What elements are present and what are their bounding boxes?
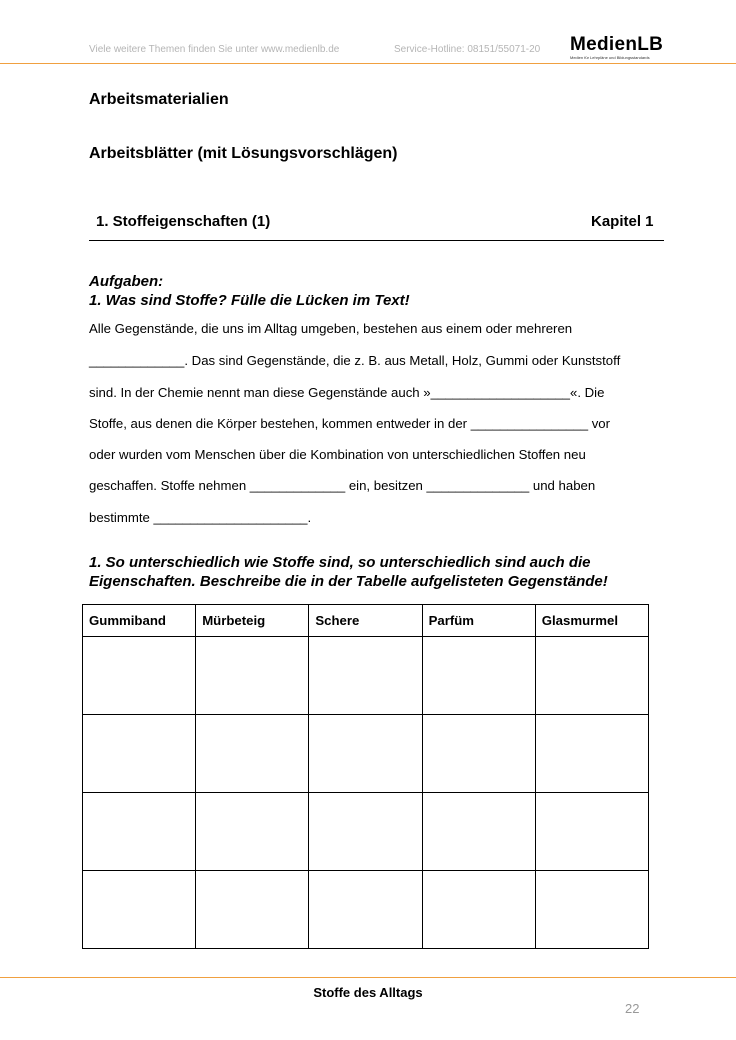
chapter-title: 1. Stoffeigenschaften (1) [96,213,271,230]
footer-title: Stoffe des Alltags [313,985,423,1000]
table-cell[interactable] [535,793,648,871]
table-row [83,637,649,715]
header-hotline-text: Service-Hotline: 08151/55071-20 [394,44,541,55]
table-cell[interactable] [196,637,309,715]
table-header-row [83,605,649,637]
task1-title: 1. Was sind Stoffe? Fülle die Lücken im Text! [89,292,410,309]
cloze-line: oder wurden vom Menschen über die Kombination von unterschiedlichen Stoffen neu [89,447,586,462]
table-cell[interactable] [535,871,648,949]
header-website-text: Viele weitere Themen finden Sie unter www.medienlb.de [89,44,340,55]
cloze-line: _____________. Das sind Gegenstände, die z. B. aus Metall, Holz, Gummi oder Kunststoff [89,353,621,368]
table-cell[interactable] [196,871,309,949]
task2-title-line2: Eigenschaften. Beschreibe die in der Tabelle aufgelisteten Gegenstände! [89,573,608,590]
table-cell[interactable] [535,637,648,715]
table-cell[interactable] [535,715,648,793]
table-row [83,793,649,871]
section-heading: Arbeitsmaterialien [89,91,229,108]
page-number: 22 [625,1001,640,1016]
table-cell[interactable] [83,715,196,793]
table-cell[interactable] [309,871,422,949]
table-cell[interactable] [309,793,422,871]
table-row [83,715,649,793]
table-cell[interactable] [83,637,196,715]
table-cell[interactable] [422,871,535,949]
header-divider [0,63,736,64]
cloze-line: geschaffen. Stoffe nehmen _____________ ein, besitzen ______________ und haben [89,478,596,493]
cloze-line: Alle Gegenstände, die uns im Alltag umgeben, bestehen aus einem oder mehreren [89,321,573,336]
table-cell[interactable] [422,793,535,871]
column-header-muerbeteig: Mürbeteig [196,605,309,637]
table-cell[interactable] [196,715,309,793]
footer-divider [0,977,736,978]
column-header-schere: Schere [309,605,422,637]
table-cell[interactable] [83,793,196,871]
chapter-divider [89,240,664,241]
table-cell[interactable] [422,715,535,793]
logo-text: MedienLB [570,34,664,55]
table-cell[interactable] [196,793,309,871]
properties-table [82,604,649,949]
task2-title-line1: 1. So unterschiedlich wie Stoffe sind, so unterschiedlich sind auch die [89,554,591,571]
table-row [83,871,649,949]
chapter-label: Kapitel 1 [591,213,654,230]
column-header-glasmurmel: Glasmurmel [535,605,648,637]
table-cell[interactable] [309,715,422,793]
table-cell[interactable] [83,871,196,949]
table-cell[interactable] [422,637,535,715]
cloze-line: Stoffe, aus denen die Körper bestehen, kommen entweder in der ________________ vor [89,416,611,431]
column-header-parfuem: Parfüm [422,605,535,637]
column-header-gummiband: Gummiband [83,605,196,637]
cloze-line: sind. In der Chemie nennt man diese Gegenstände auch »___________________«. Die [89,385,605,400]
logo-subtitle: Medien für Lehrpläne und Bildungsstandards [570,55,650,60]
cloze-line: bestimmte _____________________. [89,510,312,525]
medienlb-logo [570,35,680,60]
tasks-label: Aufgaben: [89,273,164,290]
subsection-heading: Arbeitsblätter (mit Lösungsvorschlägen) [89,145,398,162]
table-cell[interactable] [309,637,422,715]
